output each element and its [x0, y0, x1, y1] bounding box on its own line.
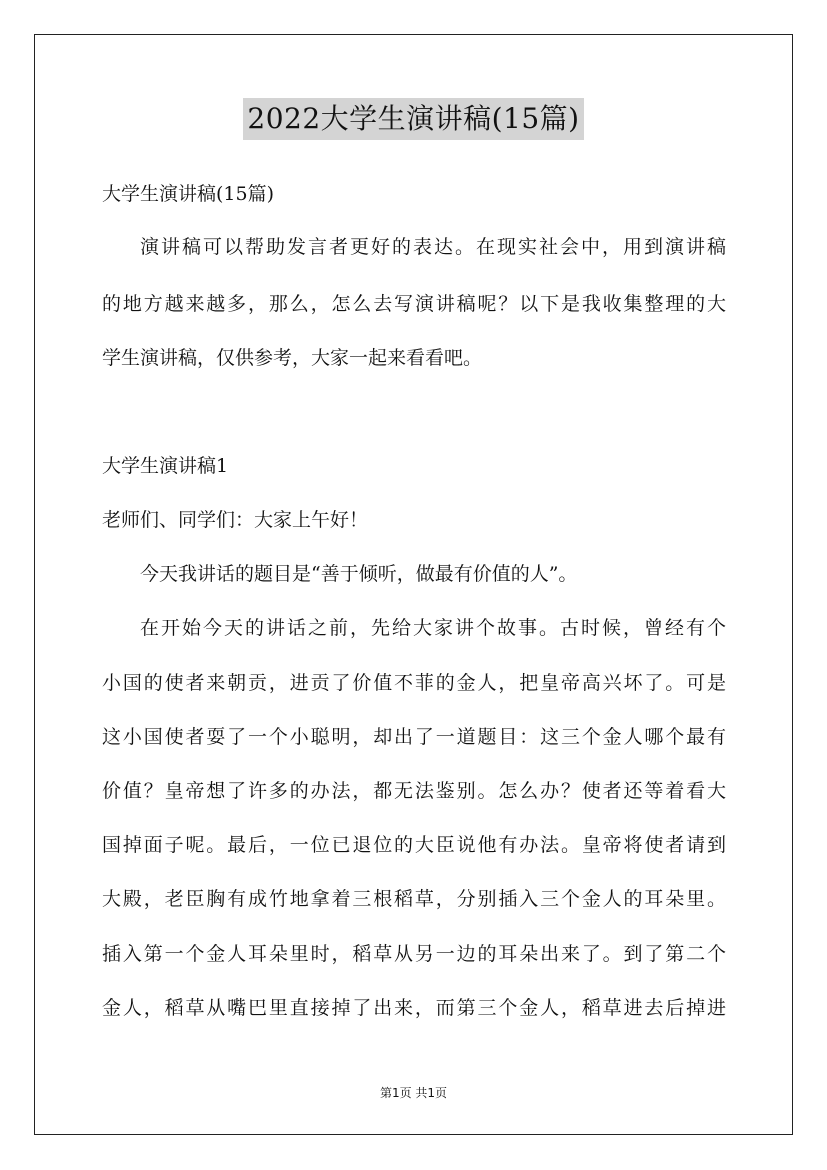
story-line-5: 国掉面子呢。最后，一位已退位的大臣说他有办法。皇帝将使者请到: [102, 834, 726, 856]
section-heading: 大学生演讲稿1: [102, 455, 229, 477]
greeting-line: 老师们、同学们：大家上午好！: [102, 509, 369, 531]
story-line-8: 金人，稻草从嘴巴里直接掉了出来，而第三个金人，稻草进去后掉进: [102, 997, 726, 1019]
story-line-3: 这小国使者耍了一个小聪明，却出了一道题目：这三个金人哪个最有: [102, 726, 726, 748]
document-title: 2022大学生演讲稿(15篇): [243, 98, 583, 140]
story-line-1: 在开始今天的讲话之前，先给大家讲个故事。古时候，曾经有个: [140, 617, 726, 639]
topic-line: 今天我讲话的题目是“善于倾听，做最有价值的人”。: [140, 563, 578, 585]
story-line-6: 大殿，老臣胸有成竹地拿着三根稻草，分别插入三个金人的耳朵里。: [102, 888, 726, 910]
page-footer: 第1页 共1页: [379, 1086, 448, 1100]
intro-line-1: 演讲稿可以帮助发言者更好的表达。在现实社会中，用到演讲稿: [140, 236, 726, 258]
subtitle: 大学生演讲稿(15篇): [102, 183, 275, 205]
story-line-2: 小国的使者来朝贡，进贡了价值不菲的金人，把皇帝高兴坏了。可是: [102, 672, 726, 694]
story-line-7: 插入第一个金人耳朵里时，稻草从另一边的耳朵出来了。到了第二个: [102, 943, 726, 965]
story-line-4: 价值？皇帝想了许多的办法，都无法鉴别。怎么办？使者还等着看大: [102, 780, 726, 802]
title-row: [0, 98, 827, 140]
intro-line-2: 的地方越来越多，那么，怎么去写演讲稿呢？以下是我收集整理的大: [102, 293, 726, 315]
intro-line-3: 学生演讲稿，仅供参考，大家一起来看看吧。: [102, 347, 483, 369]
